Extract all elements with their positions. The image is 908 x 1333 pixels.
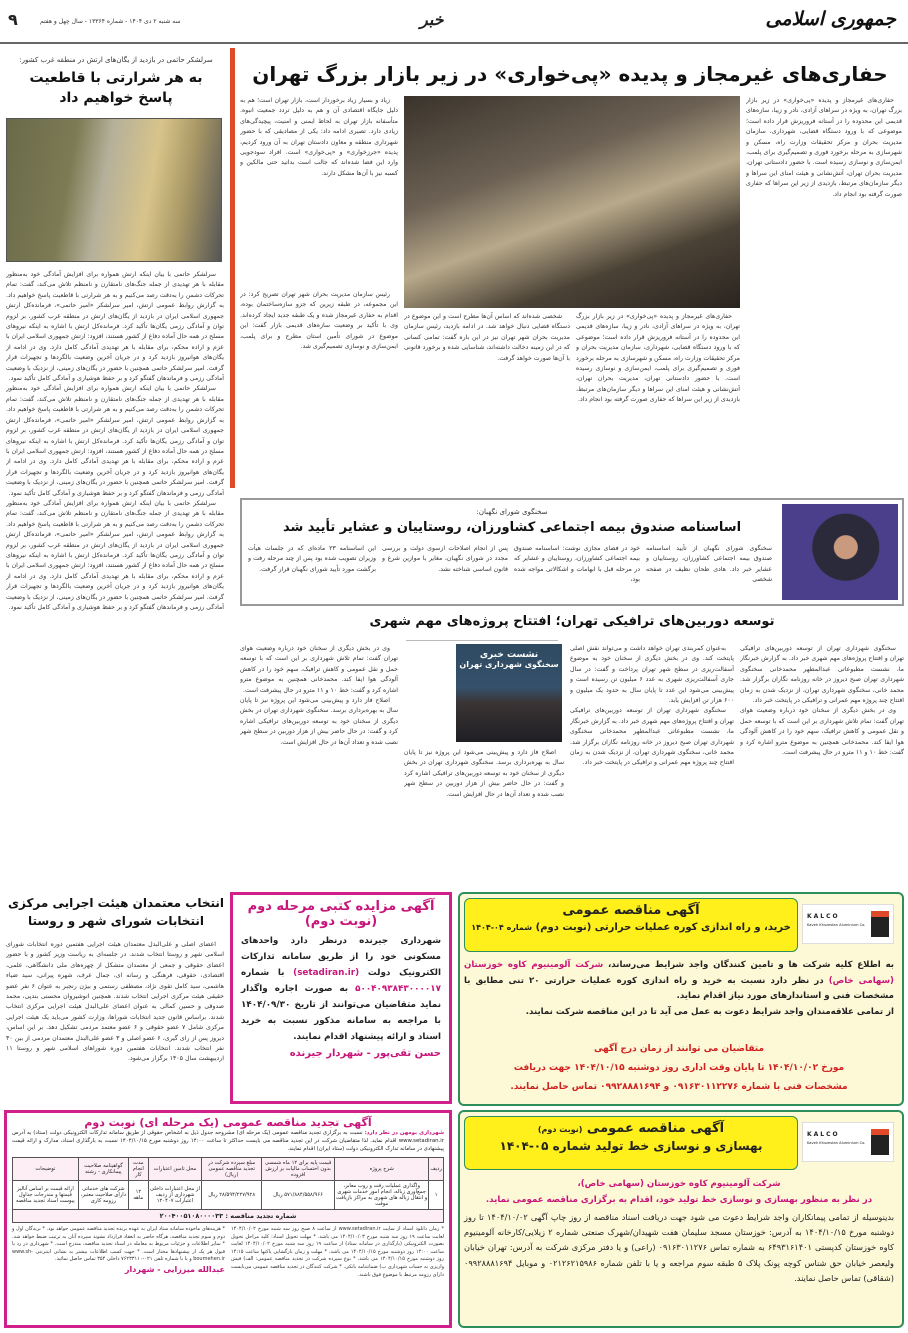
divider [406,640,558,641]
table-row: ۱ واگذاری عملیات رفت و روب معابر، جمع‌آوری زباله، انجام امور خدمات شهری و انتقال زباله های شهری به مراکز بازیافت موقت ۵۷۱/۸۸۴/۵۵۸/۹۶۶ ریال ۲۸/۵۹۴/۲۲۷/۹۲۸ ریال از محل اعتبارات داخلی شهرداری از ردیف اعتبارات ۱۲۰۴۰۷ ۱۲ ماهه شرکت های خدماتی دارای صلاحیت معتبر، رزومه کاری ارائه قیمت بر اساس آنالیز قیمتها و مندرجات جداول پیوست اسناد تجدید مناقصه [13,1181,444,1210]
setadiran-link[interactable]: (setadiran.ir) [293,968,360,978]
traffic-col2: به‌عنوان کمربندی تهران خواهد داشت و می‌تواند نقش اصلی پایتخت کند. وی در بخش دیگری از سخنان خود به موضوع آسفالت‌ریزی در سطح شهر تهران پرداخت و گفت: در سال جاری آسفالت‌ریزی شهری به عدد ۶ میلیون تن رسیده است و پیش‌بینی می‌شود این عدد تا پایان سال به حدود یک میلیون و ۶۰۰ هزار تن افزایش یابد. سخنگوی شهرداری تهران از توسعه دوربین‌های ترافیکی تهران و افتتاح پروژه‌های مهم شهری خبر داد. به گزارش خبرنگار ما، نشست مطبوعاتی عبدالمطهر محمدخانی سخنگوی شهرداری تهران صبح دیروز در خانه روزنامه نگاران برگزار شد. محمد خانی، سخنگوی شهرداری تهران، از نزدیک شدن به زمان افتتاح چند پروژه مهم عمرانی و ترافیکی در پایتخت خبر داد. [570,645,734,767]
election-headline-line1: انتخاب معتمدان هیئت اجرایی مرکزی [7,896,225,910]
accent-bar [230,48,235,488]
press-conference-photo [456,644,562,742]
kalco-1-deadline: متقاضیان می توانند از زمان درج آگهی مورخ ۱۴۰۴/۱۰/۰۲ تا پایان وقت اداری روز دوشنبه ۱۴۰۴/۱۰/۱۵ جهت دریافت مشخصات فنی با شماره ۰۹۱۶۳۰۱۱۲۲۷۶ و ۰۹۹۲۸۸۸۱۶۹۴ تماس حاصل نمایند. [510,1044,848,1092]
kalco-tender-ad-1 [458,892,904,1106]
spokesman-photo [782,504,898,600]
tender-signature: عبدالله میرزایی - شهردار [124,1264,225,1274]
guardian-headline: اساسنامه صندوق بیمه اجتماعی کشاورزان، روستاییان و عشایر تأیید شد [282,520,742,535]
kalco-1-title: آگهی مناقصه عمومی [562,903,700,918]
auction-title-note: (نوبت دوم) [304,914,378,929]
tender-intro: شهرداری بومهن در نظر دارد: نسبت به برگزاری تجدید مناقصه عمومی (یک مرحله ای) مشروحه جدول ذیل به اشخاص حقوقی از طریق سامانه تدارکات الکترونیکی دولت (ستاد) به آدرس www.setadiran.ir اقدام نماید. لذا متقاضیان شرکت در این تجدید مناقصه می بایست حداکثر تا ساعت ۱۴:۰۰ روز دوشنبه مورخ ۱۴۰۴/۱۰/۱۵ نسبت به بارگذاری اسناد، مدارک و ارائه قیمت پیشنهادی در سامانه تدارک الکترونیکی دولت (ستاد ایران) اقدام نمایند. [12,1130,445,1152]
auction-signature: حسن تقی‌پور - شهردار جیرنده [289,1048,441,1059]
army-photo [6,118,222,262]
newspaper-logo[interactable]: جمهوری اسلامی [765,8,896,30]
auction-ad [230,892,452,1104]
guardian-kicker: سخنگوی شورای نگهبان: [476,508,548,516]
kalco-tender-ad-2 [458,1110,904,1328]
guardian-col1: سخنگوی شورای نگهبان از تأیید اساسنامه صندوق بیمه اجتماعی کشاورزان، روستاییان و عشایر خبر داد. هادی طحان نظیف در صفحه شخصی [646,545,772,584]
main-story-col2: شخصی شده‌اند که اساس آن‌ها مطرح است و این موضوع در دستگاه قضایی دنبال خواهد شد. در ادامه بازدید، رئیس سازمان مدیریت بحران شهر تهران نیز در این باره گفت: تمامی کسانی که در این زمینه دخالت داشته‌اند، شناسایی شده و برخورد قانونی با آن‌ها صورت خواهد گرفت. [404,313,570,362]
photo-caption-line2: سخنگوی شهرداری تهران [459,660,559,669]
traffic-col4: وی در بخش دیگری از سخنان خود درباره وضعیت هوای تهران گفت: تمام تلاش شهرداری بر این است که با توسعه حمل و نقل عمومی و کاهش ترافیک، سهم خود را در کاهش آلودگی هوا ایفا کند. محمدخانی همچنین به موضوع مترو اشاره کرد و گفت: خط ۱۰ و ۱۱ مترو در حال پیشرفت است. اصلاح فاز دارد و پیش‌بینی می‌شود این پروژه نیز تا پایان سال به بهره‌برداری برسد. سخنگوی شهرداری تهران در بخش دیگری از سخنان خود به توسعه دوربین‌های ترافیکی اشاره کرد و گفت: در حال حاضر بیش از هزار دوربین در سطح شهر نصب شده و تعداد آن‌ها در حال افزایش است. [240,645,398,746]
kalco-logo: KALCO Kaveh Khuzestan Aluminium Co. [802,904,894,944]
boumehen-tender-ad [4,1110,452,1328]
tender-title: آگهی تجدید مناقصه عمومی (یک مرحله ای) نوبت دوم [84,1116,372,1129]
traffic-col1: سخنگوی شهرداری تهران از توسعه دوربین‌های ترافیکی تهران و افتتاح پروژه‌های مهم شهری خبر داد. به گزارش خبرنگار ما، نشست مطبوعاتی عبدالمطهر محمدخانی سخنگوی شهرداری تهران صبح دیروز در خانه روزنامه نگاران برگزار شد. محمد خانی، سخنگوی شهرداری تهران، از نزدیک شدن به زمان افتتاح چند پروژه مهم عمرانی و ترافیکی در پایتخت خبر داد. وی در بخش دیگری از سخنان خود درباره وضعیت هوای تهران گفت: تمام تلاش شهرداری بر این است که با توسعه حمل و نقل عمومی و کاهش ترافیک، سهم خود را در کاهش آلودگی هوا ایفا کند. محمدخانی همچنین به موضوع مترو اشاره کرد و گفت: خط ۱۰ و ۱۱ مترو در حال پیشرفت است. [740,645,904,757]
kalco-1-subtitle: خرید، و راه اندازی کوره عملیات حرارتی (نوبت دوم) شماره ۰۴-۱۴۰۴ [471,922,791,933]
kalco-logo-icon [871,1129,889,1155]
guardian-council-box [240,498,904,606]
auction-title: آگهی مزایده کتبی مرحله دوم [247,899,435,914]
section-name: خبر [420,10,444,29]
tender-notes-left: * هزینه‌های ماخوذه سامانه ستاد ایران به عهده برنده تجدید مناقصه عمومی خواهد بود. * برندگان اول و دوم و سوم تجدید مناقصه، هرگاه حاضر به انعقاد قرارداد نشوند سپرده آنان به ترتیب ضبط خواهد شد. * سایر اطلاعات و جزئیات مربوط به معامله در اسناد تجدید مناقصه، مندرج است. * شهرداری در رد یا قبول هر یک از پیشنهادها مختار است. * جهت کسب اطلاعات بیشتر به نشانی اینترنتی www.sh-boumehen.ir و یا با شماره تلفن ۰۲۱-۷۶۲۳۳۱۱۰ داخلی ۳۵۴ تماس حاصل نمائید. عبدالله میرزایی - شهردار [12,1226,225,1274]
kalco-1-header [464,898,798,952]
auction-body: شهرداری جیرنده درنظر دارد واحدهای مسکونی خود را از طریق سامانه تدارکات الکترونیک دولت (setadiran.ir) با شماره ۵۰۰۴۰۹۳۸۴۳۰۰۰۰۱۷ به صورت اجاره واگذار نماید متقاضیان می‌توانند از تاریخ ۱۴۰۴/۰۹/۳۰ با مراجعه به سامانه مذکور نسبت به خرید اسناد و ارائه پیشنهاد اقدام نمایند. [241,936,441,1042]
kalco-2-title: آگهی مناقصه عمومی (نوبت دوم) [537,1121,725,1136]
main-headline: حفاری‌های غیرمجاز و پدیده «پی‌خواری» در زیر بازار بزرگ تهران [252,62,888,86]
guardian-col2: خود در فضای مجازی نوشت: اساسنامه صندوق بیمه اجتماعی کشاورزان، روستاییان و عشایر که در مرحله قبل با ابهامات و اشکالاتی مواجه شده بود، [514,545,640,584]
army-story-body: سرلشکر حاتمی با بیان اینکه ارتش همواره برای افزایش آمادگی خود به‌منظور مقابله با هر تهدیدی از جمله جنگ‌های نامتقارن و نامنظم تلاش می‌کند، گفت: تمام تحرکات دشمن را به‌دقت رصد می‌کنیم و به هر شرارتی با قاطعیت پاسخ خواهیم داد. به گزارش روابط عمومی ارتش، امیر سرلشکر «امیر حاتمی»، فرمانده‌کل ارتش جمهوری اسلامی ایران در بازدید از یگان‌های ارتش در منطقه غرب کشور، بر لزوم توان و آمادگی رزمی یگان‌ها تأکید کرد. فرمانده‌کل ارتش با اشاره به اینکه نیروهای مسلح در همه حال آماده دفاع از کشور هستند، افزود: ارتش جمهوری اسلامی ایران با عزم و اراده محکم، برای مقابله با هر تهدیدی آمادگی کامل دارد. وی در ادامه از یگان‌های هوانیروز بازدید کرد و در جریان آخرین وضعیت بالگردها و تجهیزات قرار گرفت. امیر سرلشکر حاتمی همچنین با حضور در یگان‌های زمینی، از نزدیک با وضعیت آمادگی رزمی و فرماندهان گفتگو کرد و بر حفظ هوشیاری و آمادگی کامل تأکید نمود. سرلشکر حاتمی با بیان اینکه ارتش همواره برای افزایش آمادگی خود به‌منظور مقابله با هر تهدیدی از جمله جنگ‌های نامتقارن و نامنظم تلاش می‌کند، گفت: تمام تحرکات دشمن را به‌دقت رصد می‌کنیم و به هر شرارتی با قاطعیت پاسخ خواهیم داد. به گزارش روابط عمومی ارتش، امیر سرلشکر «امیر حاتمی»، فرمانده‌کل ارتش جمهوری اسلامی ایران در بازدید از یگان‌های ارتش در منطقه غرب کشور، بر لزوم توان و آمادگی رزمی یگان‌ها تأکید کرد. فرمانده‌کل ارتش با اشاره به اینکه نیروهای مسلح در همه حال آماده دفاع از کشور هستند، افزود: ارتش جمهوری اسلامی ایران با عزم و اراده محکم، برای مقابله با هر تهدیدی آمادگی کامل دارد. وی در ادامه از یگان‌های هوانیروز بازدید کرد و در جریان آخرین وضعیت بالگردها و تجهیزات قرار گرفت. امیر سرلشکر حاتمی همچنین با حضور در یگان‌های زمینی، از نزدیک با وضعیت آمادگی رزمی و فرماندهان گفتگو کرد و بر حفظ هوشیاری و آمادگی کامل تأکید نمود. سرلشکر حاتمی با بیان اینکه ارتش همواره برای افزایش آمادگی خود به‌منظور مقابله با هر تهدیدی از جمله جنگ‌های نامتقارن و نامنظم تلاش می‌کند، گفت: تمام تحرکات دشمن را به‌دقت رصد می‌کنیم و به هر شرارتی با قاطعیت پاسخ خواهیم داد. به گزارش روابط عمومی ارتش، امیر سرلشکر «امیر حاتمی»، فرمانده‌کل ارتش جمهوری اسلامی ایران در بازدید از یگان‌های ارتش در منطقه غرب کشور، بر لزوم توان و آمادگی رزمی یگان‌ها تأکید کرد. فرمانده‌کل ارتش با اشاره به اینکه نیروهای مسلح در همه حال آماده دفاع از کشور هستند، افزود: ارتش جمهوری اسلامی ایران با عزم و اراده محکم، برای مقابله با هر تهدیدی آمادگی کامل دارد. وی در ادامه از یگان‌های هوانیروز بازدید کرد و در جریان آخرین وضعیت بالگردها و تجهیزات قرار گرفت. امیر سرلشکر حاتمی همچنین با حضور در یگان‌های زمینی، از نزدیک با وضعیت آمادگی رزمی و فرماندهان گفتگو کرد و بر حفظ هوشیاری و آمادگی کامل تأکید نمود. [6,271,224,611]
tender-number-row: شماره تجدید مناقصه : ۲۰۰۴۰۰۵۱۰۸۰۰۰۰۳۳ [13,1210,444,1223]
main-story-col4: زیاد و بسیار زیاد برخوردار است، بازار تهران است؛ هم به دلیل جایگاه اقتصادی آن و هم به دلیل تردد جمعیت انبوه. متأسفانه بازار تهران به لحاظ ایمنی و امنیت، پیچیدگی‌های زیادی دارد. تصیری ادامه داد: یکی از مصادیقی که با حضور شهرداری منطقه و معاون دادستان تهران به آن ورود کردیم، پدیده «جرزخواری» و «پی‌خواری» است. افراد سودجویی وارد این فضا شده‌اند که جالب است بدانید حتی مالکین و کسبه نیز با آن‌ها مشکل دارند. [240,97,398,177]
dateline: سه شنبه ۲ دی ۱۴۰۴ - شماره ۱۳۳۶۴ - سال چهل و هفتم [40,18,181,25]
kalco-logo-icon [871,911,889,937]
kalco-2-header [464,1116,798,1170]
main-story-col5: رئیس سازمان مدیریت بحران شهر تهران تصریح کرد: در این مجموعه، در طبقه زیرین که جزو سازه‌ساختمان بوده، اقدام به حفاری غیرمجاز شده و یک طبقه جدید ایجاد کرده‌اند. وی با تأکید بر وضعیت سازه‌های قدیمی بازار گفت: این موضوع در شورای تأمین استان مطرح و برای پلمب، ایمن‌سازی و نوسازی تصمیم‌گیری شد. [240,291,398,351]
tender-table [12,1157,444,1223]
photo-caption-line1: نشست خبری [479,650,539,660]
tender-table-header: ردیف شرح پروژه قیمت پایه برای ۱۲ ماه شمسی بدون احتساب مالیات بر ارزش افزوده مبلغ سپرده شرکت در تجدید مناقصه عمومی (ریال) محل تامین اعتبارات مدت انجام کار گواهینامه صلاحیت پیمانکاری - رشته توضیحات [13,1158,444,1181]
main-story-col3: حفاری‌های غیرمجاز و پدیده «پی‌خواری» در زیر بازار بزرگ تهران، به ویژه در سراهای آزادی، نادر و زیبا، سازه‌های قدیمی این محدوده را در آستانه فروریزش قرار داده است؛ موضوعی که با ورود دستگاه قضایی، شهرداری، سازمان مدیریت بحران و مرکز تحقیقات وزارت راه، مسکن و شهرسازی به مرحله برخورد فوری و تصمیم‌گیری برای پلمب، ایمن‌سازی و نوسازی رسیده است. با حضور دادستانی تهران، مدیریت بحران تهران، آتش‌نشانی و هیئت امنای این سراها و دیگر سازمان‌های مرتبط، بازدیدی از زیر این سراها که حفاری صورت گرفته بود انجام داد. [576,313,740,404]
army-kicker: سرلشکر حاتمی در بازدید از یگان‌های ارتش در منطقه غرب کشور: [19,56,213,64]
election-body: اعضای اصلی و علی‌البدل معتمدان هیئت اجرایی هفتمین دوره انتخابات شورای اسلامی شهر و روستا انتخاب شدند. در جلسه‌ای به ریاست وزیر کشور و با حضور اعضای حقوقی و جمعی از معتمدان متشکل از چهره‌های ملی دانشگاهی، علمی، اقتصادی، حقوقی، فرهنگی و رسانه ای، جمال عرف، شهره پیرانی، سید ضیاء هاشمی، سید کامل تقوی نژاد، مصطفی رستمی و بیژن رنجبر به عنوان ۶ نفر عضو حقیقی هیئت مرکزی اجرایی انتخاب شدند. همچنین انوشیروان محسنی بندپی، محمد صدوقی و حسین کمالی به عنوان اعضای علی‌البدل هیئت اجرایی مرکزی انتخاب شدند. براساس قانون جدید انتخابات شوراها، وزارت کشور می‌باید یک هیئت اجرایی مرکزی شامل ۷ عضو حقوقی و ۶ عضو معتمد مردمی تشکیل دهد. بر این اساس، دیروز پس از رای گیری، ۶ عضو اصلی و ۳ عضو علی‌البدل معتمدان مردمی از بین ۳۰ نفر انتخاب شدند. انتخابات هفتمین دوره شوراهای اسلامی شهر و روستا ۱۱ اردیبهشت سال ۱۴۰۵ برگزار می‌شود. [6,941,224,1063]
guardian-col4: این اساسنامه ۲۳ ماده‌ای که در جلسات هیأت وزیران تصویب شده بود پس از چند مرحله رفت و برگشت مورد تأیید شورای نگهبان قرار گرفت. [248,545,376,573]
kalco-2-subtitle: بهسازی و نوسازی خط تولید شماره ۰۵-۱۴۰۴ [499,1139,763,1153]
kalco-2-body: بدینوسیله از تمامی پیمانکاران واجد شرایط دعوت می شود جهت دریافت اسناد مناقصه از روز چاپ آگهی ۱۴۰۴/۱۰/۰۲ تا روز دوشنبه مورخ ۱۴۰۴/۱۰/۱۵ به آدرس: خوزستان مسجد سلیمان هفت شهیدان/شهرک صنعتی شماره ۲ زیلایی/کارخانه آلومینیوم کاوه خوزستان کدپستی ۶۴۹۳۱۶۱۴۰۱ به شماره تماس ۰۹۱۶۳۰۱۱۲۷۶ (راعی) و یا دفتر مرکزی شرکت به آدرس: تهران خیابان ولیعصر خیابان حق شناس کوچه پونک پلاک ۵ طبقه سوم مراجعه و یا با تلفن شماره ۰۲۱۲۶۲۱۵۹۸۶ و موبایل ۰۹۹۲۸۸۸۱۶۹۴ (شقاقی) تماس حاصل نمایند. [464,1212,895,1283]
traffic-headline: توسعه دوربین‌های ترافیکی تهران؛ افتتاح پروژه‌های مهم شهری [369,614,775,629]
tender-notes-right: * زمان دانلود اسناد از سایت www.setadiran.ir از ساعت ۸ صبح روز سه شنبه مورخ ۱۴۰۴/۱۰/۰۲ لغایت ساعت ۱۹ روز سه شنبه مورخ ۱۴۰۴/۱۰/۰۳ می باشد. * مهلت تحویل اسناد: کلیه مراحل تحویل بصورت الکترونیکی (بارگذاری در سامانه ستاد) از ساعت ۱۹ روز سه شنبه مورخ ۱۴۰۴/۱۰/۰۲ لغایت ساعت ۱۴:۰۰ روز دوشنبه مورخ ۱۴۰۴/۱۰/۱۵ می باشد. * مهلت و زمان بازگشایی پاکتها ساعت ۱۴:۱۵ روز دوشنبه مورخ ۱۴۰۴/۱۰/۱۵ می باشد. * نوع سپرده شرکت در تجدید مناقصه عمومی: الف) فیش واریزی به حساب شهرداری ب) ضمانتنامه بانکی. * شرکت کنندگان در تجدید مناقصه عمومی می‌بایست دارای رزومه مرتبط با موضوع فوق باشند. [231,1226,444,1278]
kalco-1-body: به اطلاع کلیه شرکت ها و تامین کنندگان واجد شرایط می‌رساند، شرکت آلومینیوم کاوه خوزستان (سهامی خاص) در نظر دارد نسبت به خرید و راه اندازی کوره عملیات حرارتی ۲۰ تنی مطابق با مشخصات فنی و استاندارهای مورد نیاز اقدام نماید. از تمامی علاقه‌مندان واجد شرایط دعوت به عمل می آید تا در این مناقصه شرکت نمایند. [464,960,895,1017]
kalco-2-intro: شرکت آلومینیوم کاوه خوزستان (سهامی خاص)، در نظر به منظور بهسازی و نوسازی خط تولید خود، اقدام به برگزاری مناقصه عمومی نماید. [485,1179,873,1205]
election-headline-line2: انتخابات شورای شهر و روستا [27,914,204,928]
auction-number: ۵۰۰۴۰۹۳۸۴۳۰۰۰۰۱۷ [355,984,441,994]
main-story-col1: حفاری‌های غیرمجاز و پدیده «پی‌خواری» در زیر بازار بزرگ تهران، به ویژه در سراهای آزادی، نادر و زیبا، سازه‌های قدیمی این محدوده را در آستانه فروریزش قرار داده است؛ موضوعی که با ورود دستگاه قضایی، شهرداری، سازمان مدیریت بحران و مرکز تحقیقات وزارت راه، مسکن و شهرسازی به مرحله برخورد فوری و تصمیم‌گیری برای پلمب، ایمن‌سازی و نوسازی رسیده است. با حضور دادستانی تهران، مدیریت بحران تهران، آتش‌نشانی و هیئت امنای این سراها و دیگر سازمان‌های مرتبط، بازدیدی از زیر این سراها که حفاری صورت گرفته بود انجام داد. [746,97,902,198]
traffic-col3: اصلاح فاز دارد و پیش‌بینی می‌شود این پروژه نیز تا پایان سال به بهره‌برداری برسد. سخنگوی شهرداری تهران در بخش دیگری از سخنان خود به توسعه دوربین‌های ترافیکی اشاره کرد و گفت: در حال حاضر بیش از هزار دوربین در سطح شهر نصب شده و تعداد آن‌ها در حال افزایش است. [404,749,564,798]
company-name: شرکت آلومینیوم کاوه خوزستان (سهامی خاص) [464,960,894,986]
bazaar-photo [404,96,740,308]
kalco-logo: KALCO Kaveh Khuzestan Aluminium Co. [802,1122,894,1162]
guardian-col3: پس از انجام اصلاحات ازسوی دولت و بررسی مجدد در شورای نگهبان، مغایر با موازین شرع و قانون اساسی شناخته نشد. [382,545,508,573]
masthead [0,0,908,44]
army-headline-line1: به هر شرارتی با قاطعیت [29,70,203,86]
army-headline-line2: پاسخ خواهیم داد [59,90,173,106]
page-number: ۹ [8,10,18,29]
